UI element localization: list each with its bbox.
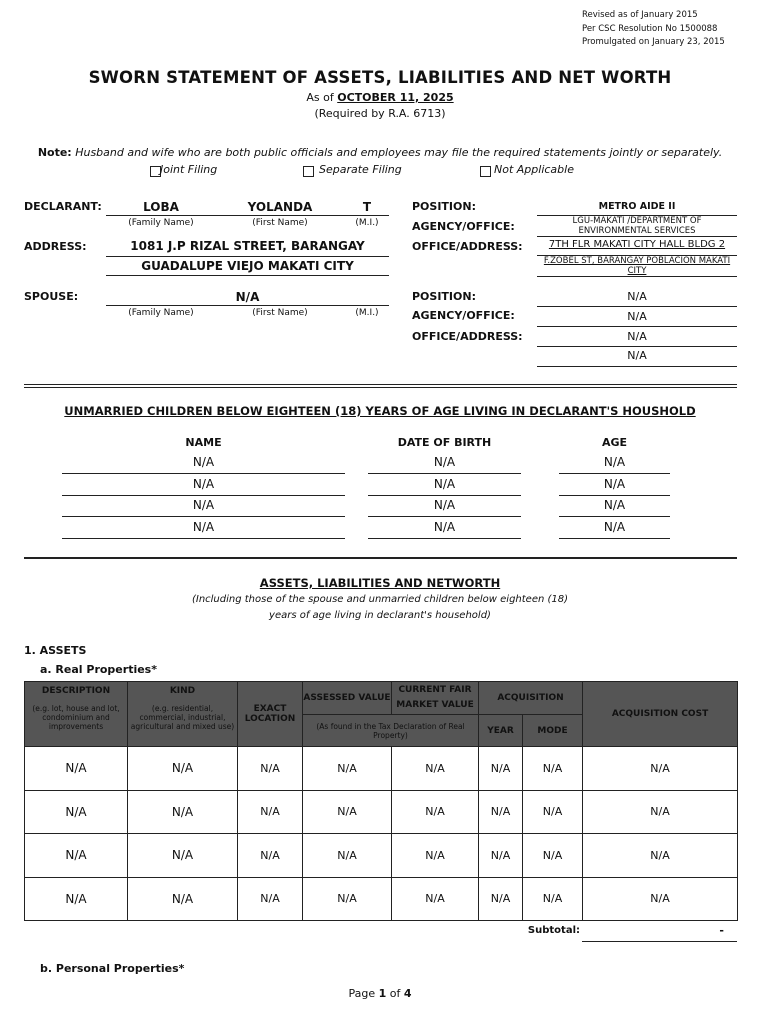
- declarant-agency: LGU-MAKATI /DEPARTMENT OF ENVIRONMENTAL SERVICES: [572, 216, 702, 236]
- child-age: N/A: [603, 455, 626, 469]
- as-of-prefix: As of: [306, 91, 338, 104]
- child-name: N/A: [192, 455, 215, 469]
- address-line-rule: [106, 256, 389, 257]
- spouse-position-label: POSITION:: [412, 290, 476, 303]
- real-properties-table: [24, 681, 738, 921]
- spouse-first-caption: (First Name): [252, 308, 308, 318]
- alnw-note-line-2: years of age living in declarant's household): [269, 610, 491, 621]
- table-row: [25, 790, 738, 834]
- as-of-line: [0, 91, 760, 104]
- child-dob: N/A: [433, 455, 456, 469]
- col-description-label: DESCRIPTION: [41, 686, 111, 696]
- revision-note: [582, 9, 725, 50]
- not-applicable-checkbox[interactable]: [480, 166, 491, 177]
- spouse-mi-caption: (M.I.): [355, 308, 379, 318]
- filing-note: [0, 146, 760, 159]
- table-row: [25, 834, 738, 878]
- children-col-age: AGE: [601, 436, 628, 449]
- table-cell: N/A: [303, 790, 392, 834]
- child-age: N/A: [603, 498, 626, 512]
- section-divider: [24, 384, 737, 385]
- document-title: SWORN STATEMENT OF ASSETS, LIABILITIES AND NET WORTH: [88, 68, 672, 87]
- subtotal-label: Subtotal:: [527, 925, 580, 936]
- child-name: N/A: [192, 477, 215, 491]
- real-properties-heading: a. Real Properties*: [40, 663, 157, 676]
- col-kind: [128, 682, 238, 747]
- child-name: N/A: [192, 520, 215, 534]
- spouse-office-line-1: N/A: [627, 330, 647, 343]
- table-cell: N/A: [128, 834, 238, 878]
- spouse-name-line: [106, 305, 389, 306]
- col-assessed: ASSESSED VALUE: [303, 682, 392, 715]
- mi-caption: (M.I.): [355, 218, 379, 228]
- children-col-name: NAME: [185, 436, 222, 449]
- alnw-section-title: ASSETS, LIABILITIES AND NETWORTH: [259, 576, 501, 590]
- personal-properties-heading: b. Personal Properties*: [40, 962, 185, 975]
- subtotal-value: -: [719, 924, 724, 937]
- table-cell: N/A: [238, 877, 303, 921]
- address-line-1: 1081 J.P RIZAL STREET, BARANGAY: [130, 239, 365, 253]
- spouse-office-rule: [537, 366, 737, 367]
- revision-line: Per CSC Resolution No 1500088: [582, 23, 718, 34]
- table-cell: N/A: [128, 877, 238, 921]
- col-tax-note: (As found in the Tax Declaration of Real Property): [303, 715, 479, 747]
- page-mid: of: [386, 987, 404, 1000]
- table-cell: N/A: [523, 834, 583, 878]
- table-cell: N/A: [303, 747, 392, 791]
- table-cell: N/A: [392, 747, 479, 791]
- spouse-agency-label: AGENCY/OFFICE:: [412, 309, 515, 322]
- table-cell: N/A: [479, 834, 523, 878]
- table-cell: N/A: [479, 877, 523, 921]
- table-cell: N/A: [392, 790, 479, 834]
- declarant-mi: T: [362, 200, 372, 214]
- table-cell: N/A: [238, 834, 303, 878]
- child-age: N/A: [603, 520, 626, 534]
- table-cell: N/A: [583, 790, 738, 834]
- table-row: [25, 747, 738, 791]
- declarant-name-line: [106, 215, 389, 216]
- child-dob: N/A: [433, 520, 456, 534]
- spouse-position-rule: [537, 306, 737, 307]
- col-mode: MODE: [523, 715, 583, 747]
- alnw-note-line-1: (Including those of the spouse and unmarried children below eighteen (18): [191, 594, 569, 605]
- table-cell: N/A: [523, 747, 583, 791]
- table-row: [25, 877, 738, 921]
- col-fair-market: CURRENT FAIR MARKET VALUE: [392, 682, 479, 715]
- table-cell: N/A: [25, 747, 128, 791]
- note-label: Note:: [37, 146, 72, 159]
- table-cell: N/A: [392, 877, 479, 921]
- col-description-sub: (e.g. lot, house and lot, condominium and improvements: [32, 704, 120, 731]
- declarant-first-name: YOLANDA: [247, 200, 313, 214]
- subtotal-rule: [582, 941, 737, 942]
- table-cell: N/A: [303, 834, 392, 878]
- table-cell: N/A: [479, 747, 523, 791]
- joint-filing-label: Joint Filing: [160, 163, 218, 176]
- section-divider: [24, 557, 737, 559]
- assets-heading: 1. ASSETS: [24, 644, 87, 657]
- spouse-office-rule: [537, 346, 737, 347]
- page-number: [0, 987, 760, 1000]
- table-cell: N/A: [583, 747, 738, 791]
- first-name-caption: (First Name): [252, 218, 308, 228]
- table-cell: N/A: [583, 877, 738, 921]
- spouse-name: N/A: [235, 290, 260, 304]
- child-dob: N/A: [433, 477, 456, 491]
- family-name-caption: (Family Name): [128, 218, 194, 228]
- col-kind-label: KIND: [169, 686, 196, 696]
- declarant-label: DECLARANT:: [24, 200, 102, 213]
- spouse-agency: N/A: [627, 310, 647, 323]
- declarant-family-name: LOBA: [143, 200, 179, 214]
- col-acquisition: ACQUISITION: [479, 682, 583, 715]
- spouse-position: N/A: [627, 290, 647, 303]
- required-by: (Required by R.A. 6713): [314, 107, 446, 120]
- children-col-dob: DATE OF BIRTH: [397, 436, 492, 449]
- table-cell: N/A: [25, 834, 128, 878]
- table-cell: N/A: [523, 790, 583, 834]
- table-cell: N/A: [25, 877, 128, 921]
- col-kind-sub: (e.g. residential, commercial, industrial, agricultural and mixed use): [130, 704, 235, 731]
- agency-rule: [537, 236, 737, 237]
- table-cell: N/A: [238, 790, 303, 834]
- spouse-office-line-2: N/A: [627, 349, 647, 362]
- address-label: ADDRESS:: [24, 240, 87, 253]
- spouse-label: SPOUSE:: [24, 290, 79, 303]
- revision-line: Revised as of January 2015: [582, 10, 698, 20]
- table-cell: N/A: [303, 877, 392, 921]
- not-applicable-label: Not Applicable: [494, 163, 574, 176]
- child-age: N/A: [603, 477, 626, 491]
- children-section-title: UNMARRIED CHILDREN BELOW EIGHTEEN (18) YEARS OF AGE LIVING IN DECLARANT'S HOUSHOLD: [64, 404, 696, 418]
- col-location: EXACT LOCATION: [238, 682, 303, 747]
- col-acquisition-cost: ACQUISITION COST: [583, 682, 738, 747]
- child-dob: N/A: [433, 498, 456, 512]
- declarant-office-line-2: F.ZOBEL ST, BARANGAY POBLACION MAKATI CITY: [543, 256, 731, 276]
- col-year: YEAR: [479, 715, 523, 747]
- table-cell: N/A: [479, 790, 523, 834]
- table-cell: N/A: [392, 834, 479, 878]
- table-cell: N/A: [238, 747, 303, 791]
- table-cell: N/A: [25, 790, 128, 834]
- table-cell: N/A: [523, 877, 583, 921]
- separate-filing-label: Separate Filing: [319, 163, 402, 176]
- office-label: OFFICE/ADDRESS:: [412, 240, 523, 253]
- note-text: Husband and wife who are both public officials and employees may file the required statements jointly or separately.: [71, 146, 723, 159]
- col-description: [25, 682, 128, 747]
- declarant-position: METRO AIDE II: [598, 201, 676, 212]
- declarant-office-line-1: 7TH FLR MAKATI CITY HALL BLDG 2: [548, 239, 726, 250]
- section-divider: [24, 387, 737, 388]
- revision-line: Promulgated on January 23, 2015: [582, 37, 725, 47]
- child-name: N/A: [192, 498, 215, 512]
- spouse-family-caption: (Family Name): [128, 308, 194, 318]
- position-label: POSITION:: [412, 200, 476, 213]
- table-cell: N/A: [128, 747, 238, 791]
- separate-filing-checkbox[interactable]: [303, 166, 314, 177]
- table-cell: N/A: [583, 834, 738, 878]
- page-total: 4: [403, 987, 412, 1000]
- page-prefix: Page: [348, 987, 379, 1000]
- page-current: 1: [378, 987, 387, 1000]
- table-cell: N/A: [128, 790, 238, 834]
- spouse-office-label: OFFICE/ADDRESS:: [412, 330, 523, 343]
- office-rule: [537, 276, 737, 277]
- address-line-2: GUADALUPE VIEJO MAKATI CITY: [141, 259, 354, 273]
- agency-label: AGENCY/OFFICE:: [412, 220, 515, 233]
- as-of-date: OCTOBER 11, 2025: [337, 91, 454, 104]
- spouse-agency-rule: [537, 326, 737, 327]
- address-line-rule: [106, 275, 389, 276]
